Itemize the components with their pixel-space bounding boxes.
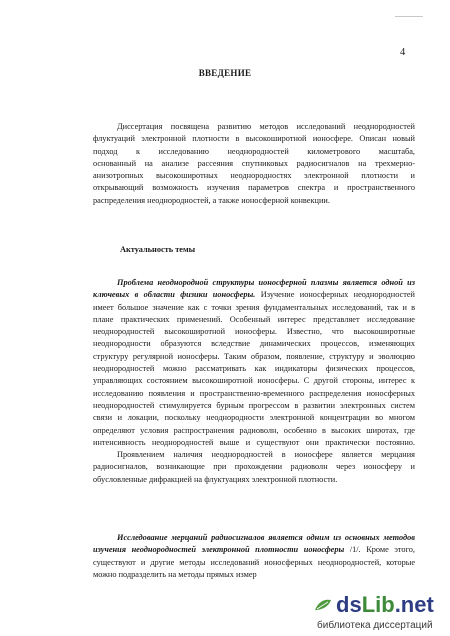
relevance-line: неоднородностей высокоширотной ионосферы. Известно, что высокоширотные [93,327,415,337]
relevance-line [93,289,415,301]
relevance-line-bold: Проблема неоднородной структуры ионосферной плазмы является одной из [117,278,415,287]
relevance-line: неоднородностей стимулируется бурным прогрессом в развитии электронных систем [93,400,415,410]
relevance-line: Проявлением наличия неоднородностей в ионосфере является мерцания [117,450,415,460]
relevance-line: обусловленные дифракцией на флуктуациях электронной плотности. [93,474,338,484]
watermark-logo [336,592,434,618]
relevance-line: структуру регулярной ионосферы. Таким образом, появление, структуру и эволюцию [93,351,415,361]
relevance-line: плане практических применений. Особенный интерес представляет исследование [93,314,415,324]
section-title: Актуальность темы [120,245,196,254]
relevance-line: неоднородностей можно рассматривать как индикаторы физических процессов, [93,364,415,374]
logo-lib: Lib [361,592,395,617]
leaf-icon [314,598,332,612]
scint-emphasis: изучения неоднородностей электронной плотности ионосферы [93,545,345,555]
relevance-text: Изучение ионосферных неоднородностей [255,290,415,300]
scint-text: /1/. Кроме этого, [344,545,415,555]
relevance-line: определяют условия распространения радиоволн, особенно в высоких широтах, где [93,425,415,435]
relevance-line: радиосигналов, возникающие при прохождении радиоволн через ионосферу и [93,462,415,472]
page-heading: ВВЕДЕНИЕ [198,68,252,78]
intro-line: подход к исследованию неоднородностей километрового масштаба, [93,146,415,156]
intro-line: открывающий возможность изучения параметров спектра и пространственного [93,183,415,193]
relevance-line: интенсивность неоднородностей выше и существуют они практически постоянно. [93,437,415,447]
relevance-line: имеет большое значение как с точки зрения фундаментальных исследований, так и в [93,302,415,312]
logo-ds: ds [336,592,362,617]
intro-line: анизотропных высокоширотных неоднородностях электронной плотности и [93,171,415,181]
dslib-watermark[interactable] [314,592,450,636]
scint-line: существуют и другие методы исследований ионосферных неоднородностей, которые [93,557,415,567]
top-rule [395,16,423,17]
page-number: 4 [400,47,406,58]
intro-line: распределения неоднородностей, а также ионосферной конвекции. [93,195,330,205]
intro-paragraph [93,121,415,207]
watermark-subtitle: библиотека диссертаций [317,620,433,631]
logo-net: .net [394,592,434,617]
relevance-line: исследованию появления и пространственно-временного распределения ионосферных [93,388,415,398]
relevance-emphasis: ключевых в области физики ионосферы. [93,290,256,300]
scintillation-paragraph [93,532,415,581]
intro-line: флуктуаций электронной плотности в высокоширотной ионосфере. Описан новый [93,134,415,144]
scint-line [93,544,415,556]
intro-line: Диссертация посвящена развитию методов исследований неоднородностей [117,122,415,131]
scint-line-bold: Исследование мерцаний радиосигналов является одним из основных методов [117,533,415,542]
relevance-line: управляющих состоянием высокоширотной ионосферы. С другой стороны, интерес к [93,376,415,386]
relevance-line: неоднородности образуются вследствие динамических процессов, изменяющих [93,339,415,349]
relevance-line: связи и локации, поскольку неоднородности электронной концентрации во многом [93,413,415,423]
intro-line: основанный на анализе рассеяния спутниковых радиосигналов на трехмерно- [93,158,415,168]
scint-line: можно подразделить на методы прямых измер [93,569,257,579]
relevance-paragraph [93,277,415,486]
